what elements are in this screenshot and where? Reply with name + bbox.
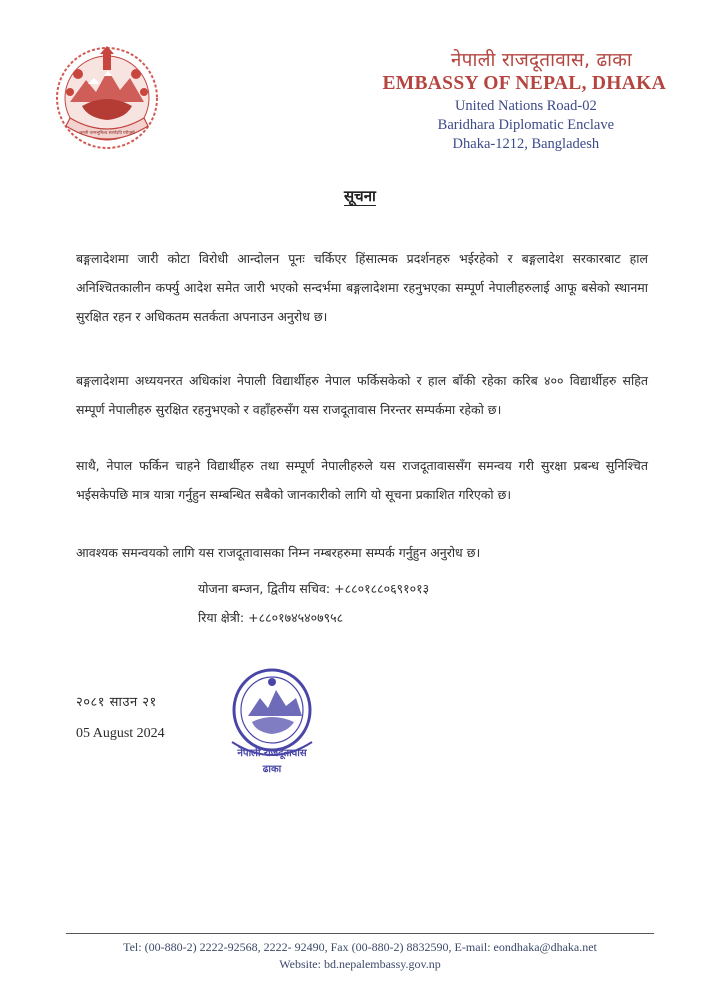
embassy-address <box>438 97 614 154</box>
date-nepali: २०८१ साउन २१ <box>76 695 157 710</box>
notice-paragraph: आवश्यक समन्वयको लागि यस राजदूतावासका निम्न नम्बरहरुमा सम्पर्क गर्नुहुन अनुरोध छ। <box>76 545 481 560</box>
address-line: Baridhara Diplomatic Enclave <box>437 117 614 133</box>
notice-paragraph: बङ्गलादेशमा अध्ययनरत अधिकांश नेपाली विद्यार्थीहरु नेपाल फर्किसकेको र हाल बाँकी रहेका करिब ४०० विद्यार्थीहरु सहित सम्पूर्ण नेपालीहरु सुरक्षित रहनुभएको र वहाँहरुसँग यस राजदूतावास निरन्तर सम्पर्कमा रहेको छ। <box>76 373 648 417</box>
notice-paragraph: बङ्गलादेशमा जारी कोटा विरोधी आन्दोलन पूनः चर्किएर हिंसात्मक प्रदर्शनहरु भईरहेको र बङ्गलादेश सरकारबाट हाल अनिश्चितकालीन कर्फ्यु आदेश समेत जारी भएको सन्दर्भमा बङ्गलादेशमा रहनुभएका सम्पूर्ण नेपालीहरुलाई आफू बसेको स्थानमा सुरक्षित रहन र अधिकतम सतर्कता अपनाउन अनुरोध छ। <box>76 251 648 324</box>
date-english: 05 August 2024 <box>76 726 165 741</box>
address-line: United Nations Road-02 <box>454 98 597 114</box>
embassy-stamp-icon <box>218 664 326 782</box>
notice-title: सूचना <box>344 187 376 205</box>
stamp-text: नेपाली राजदूतावास <box>237 748 307 759</box>
stamp-text: ढाका <box>262 764 282 775</box>
embassy-title-nepali: नेपाली राजदूतावास, ढाका <box>450 49 632 71</box>
embassy-title-english: EMBASSY OF NEPAL, DHAKA <box>382 73 666 94</box>
notice-paragraph: साथै, नेपाल फर्किन चाहने विद्यार्थीहरु तथा सम्पूर्ण नेपालीहरुले यस राजदूतावाससँग समन्वय गरी सुरक्षा प्रबन्ध सुनिश्चित भईसकेपछि मात्र यात्रा गर्नुहुन सम्बन्धित सबैको जानकारीको लागि यो सूचना प्रकाशित गरिएको छ। <box>76 458 648 502</box>
contact-line: रिया क्षेत्री: +८८०१७४५४०७९५८ <box>198 610 344 625</box>
address-line: Dhaka-1212, Bangladesh <box>452 136 600 152</box>
nepal-emblem-icon <box>48 40 166 158</box>
footer-website: Website: bd.nepalembassy.gov.np <box>279 957 441 971</box>
footer-contact-info: Tel: (00-880-2) 2222-92568, 2222- 92490, Fax (00-880-2) 8832590, E-mail: eondhaka@dhaka.net <box>123 940 597 954</box>
emblem-ribbon-text: जननी जन्मभूमिश्च स्वर्गादपि गरीयसी <box>79 130 135 135</box>
footer-divider <box>66 933 654 934</box>
contact-line: योजना बम्जन, द्वितीय सचिव: +८८०१८८०६९१०१३ <box>198 581 430 596</box>
